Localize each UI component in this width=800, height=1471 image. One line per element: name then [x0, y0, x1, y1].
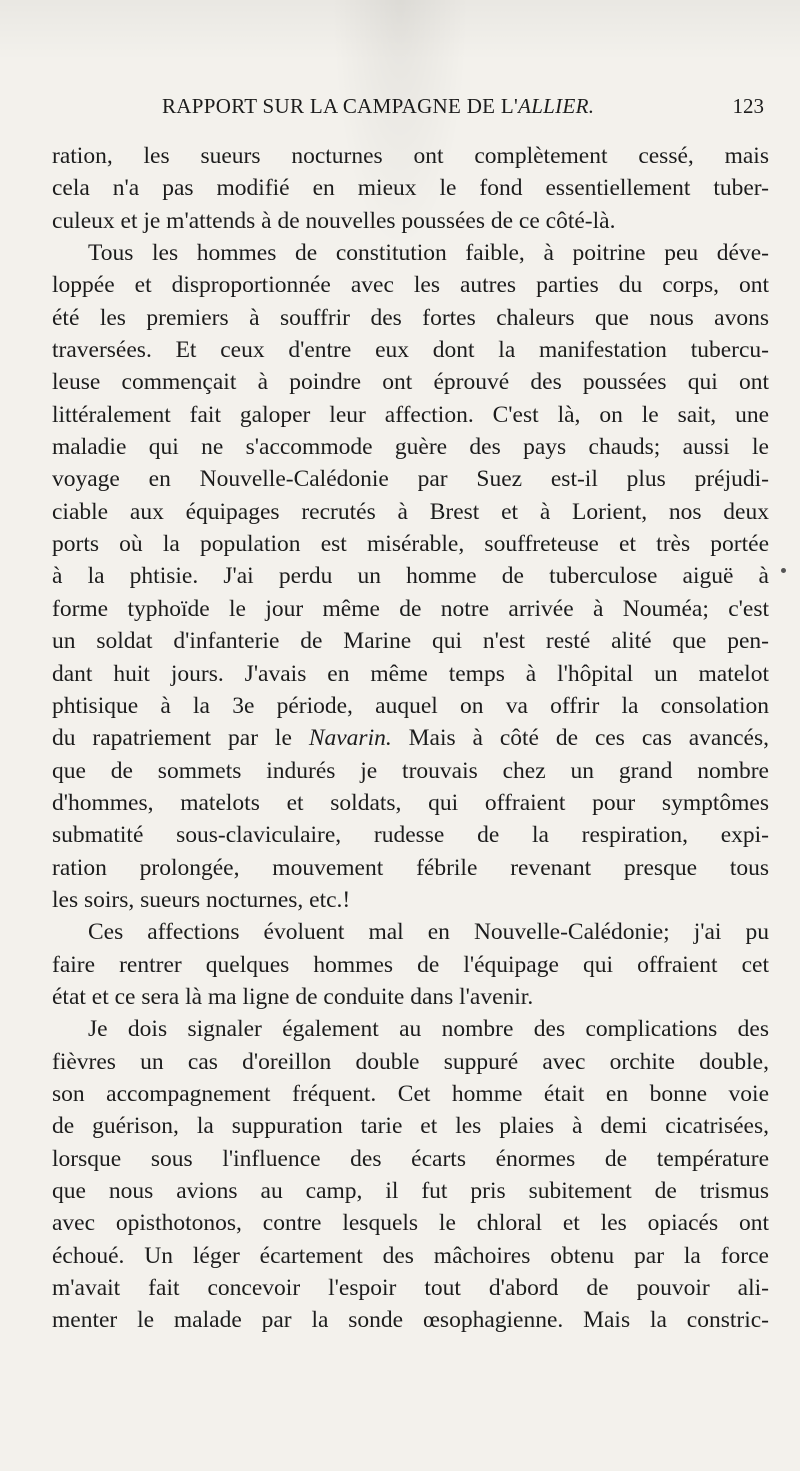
text-line: culeux et je m'attends à de nouvelles poussées de ce côté-là.: [52, 207, 616, 234]
text-line: fièvres un cas d'oreillon double suppuré avec orchite double,: [52, 1048, 769, 1075]
text-line: ciable aux équipages recrutés à Brest et à Lorient, nos deux: [52, 498, 769, 525]
text-line: dant huit jours. J'avais en même temps à l'hôpital un matelot: [52, 660, 769, 687]
text-line: à la phtisie. J'ai perdu un homme de tuberculose aiguë à: [52, 563, 769, 590]
page-number: 123: [732, 94, 764, 118]
text-line: avec opisthotonos, contre lesquels le chloral et les opiacés ont: [52, 1210, 769, 1237]
text-line: Tous les hommes de constitution faible, à poitrine peu déve-: [88, 240, 769, 267]
ink-speck: [781, 568, 786, 573]
body-text: [52, 140, 769, 1337]
text-line: son accompagnement fréquent. Cet homme était en bonne voie: [52, 1080, 769, 1107]
text-line-end: Mais à côté de ces cas avancés,: [391, 725, 769, 752]
running-header: [130, 94, 770, 126]
text-line: que nous avions au camp, il fut pris subitement de trismus: [52, 1178, 769, 1204]
text-line: traversées. Et ceux d'entre eux dont la manifestation tubercu-: [52, 337, 769, 364]
text-line: voyage en Nouvelle-Calédonie par Suez est-il plus préjudi-: [52, 466, 769, 493]
text-line: leuse commençait à poindre ont éprouvé des poussées qui ont: [52, 369, 769, 396]
ship-name-italic: Navarin.: [308, 725, 392, 752]
text-line: Je dois signaler également au nombre des complications des: [88, 1016, 769, 1043]
text-line: faire rentrer quelques hommes de l'équipage qui offraient cet: [52, 951, 769, 978]
text-line: menter le malade par la sonde œsophagienne. Mais la constric-: [52, 1307, 769, 1334]
text-line: lorsque sous l'influence des écarts énormes de température: [52, 1145, 769, 1172]
text-line-start: du rapatriement par le: [52, 725, 292, 752]
text-line: un soldat d'infanterie de Marine qui n'est resté alité que pen-: [52, 628, 769, 655]
running-title: [162, 94, 594, 119]
text-line: loppée et disproportionnée avec les autres parties du corps, ont: [52, 272, 769, 299]
text-line: cela n'a pas modifié en mieux le fond essentiellement tuber-: [52, 175, 769, 202]
text-line: été les premiers à souffrir des fortes chaleurs que nous avons: [52, 304, 769, 331]
text-line: maladie qui ne s'accommode guère des pays chauds; aussi le: [52, 434, 769, 461]
text-line: les soirs, sueurs nocturnes, etc.!: [52, 886, 351, 913]
text-line: état et ce sera là ma ligne de conduite dans l'avenir.: [52, 983, 534, 1010]
text-line: d'hommes, matelots et soldats, qui offraient pour symptômes: [52, 789, 769, 816]
text-line: échoué. Un léger écartement des mâchoires obtenu par la force: [52, 1242, 769, 1269]
text-line: littéralement fait galoper leur affection. C'est là, on le sait, une: [52, 401, 769, 428]
text-line: de guérison, la suppuration tarie et les plaies à demi cicatrisées,: [52, 1113, 769, 1140]
text-line-with-ship-name: [52, 722, 769, 754]
text-line: submatité sous-claviculaire, rudesse de la respiration, expi-: [52, 822, 769, 849]
text-line: Ces affections évoluent mal en Nouvelle-Calédonie; j'ai pu: [88, 919, 769, 946]
text-line: ports où la population est misérable, souffreteuse et très portée: [52, 531, 769, 558]
text-line: phtisique à la 3e période, auquel on va offrir la consolation: [52, 692, 769, 719]
text-line: m'avait fait concevoir l'espoir tout d'abord de pouvoir ali-: [52, 1275, 769, 1302]
running-title-text: RAPPORT SUR LA CAMPAGNE DE L': [162, 94, 519, 118]
text-line: forme typhoïde le jour même de notre arrivée à Nouméa; c'est: [52, 595, 769, 622]
text-line: que de sommets indurés je trouvais chez un grand nombre: [52, 757, 769, 784]
text-line: ration, les sueurs nocturnes ont complètement cessé, mais: [52, 143, 769, 169]
text-line: ration prolongée, mouvement fébrile revenant presque tous: [52, 854, 769, 881]
running-title-ship-name: ALLIER.: [518, 94, 595, 118]
